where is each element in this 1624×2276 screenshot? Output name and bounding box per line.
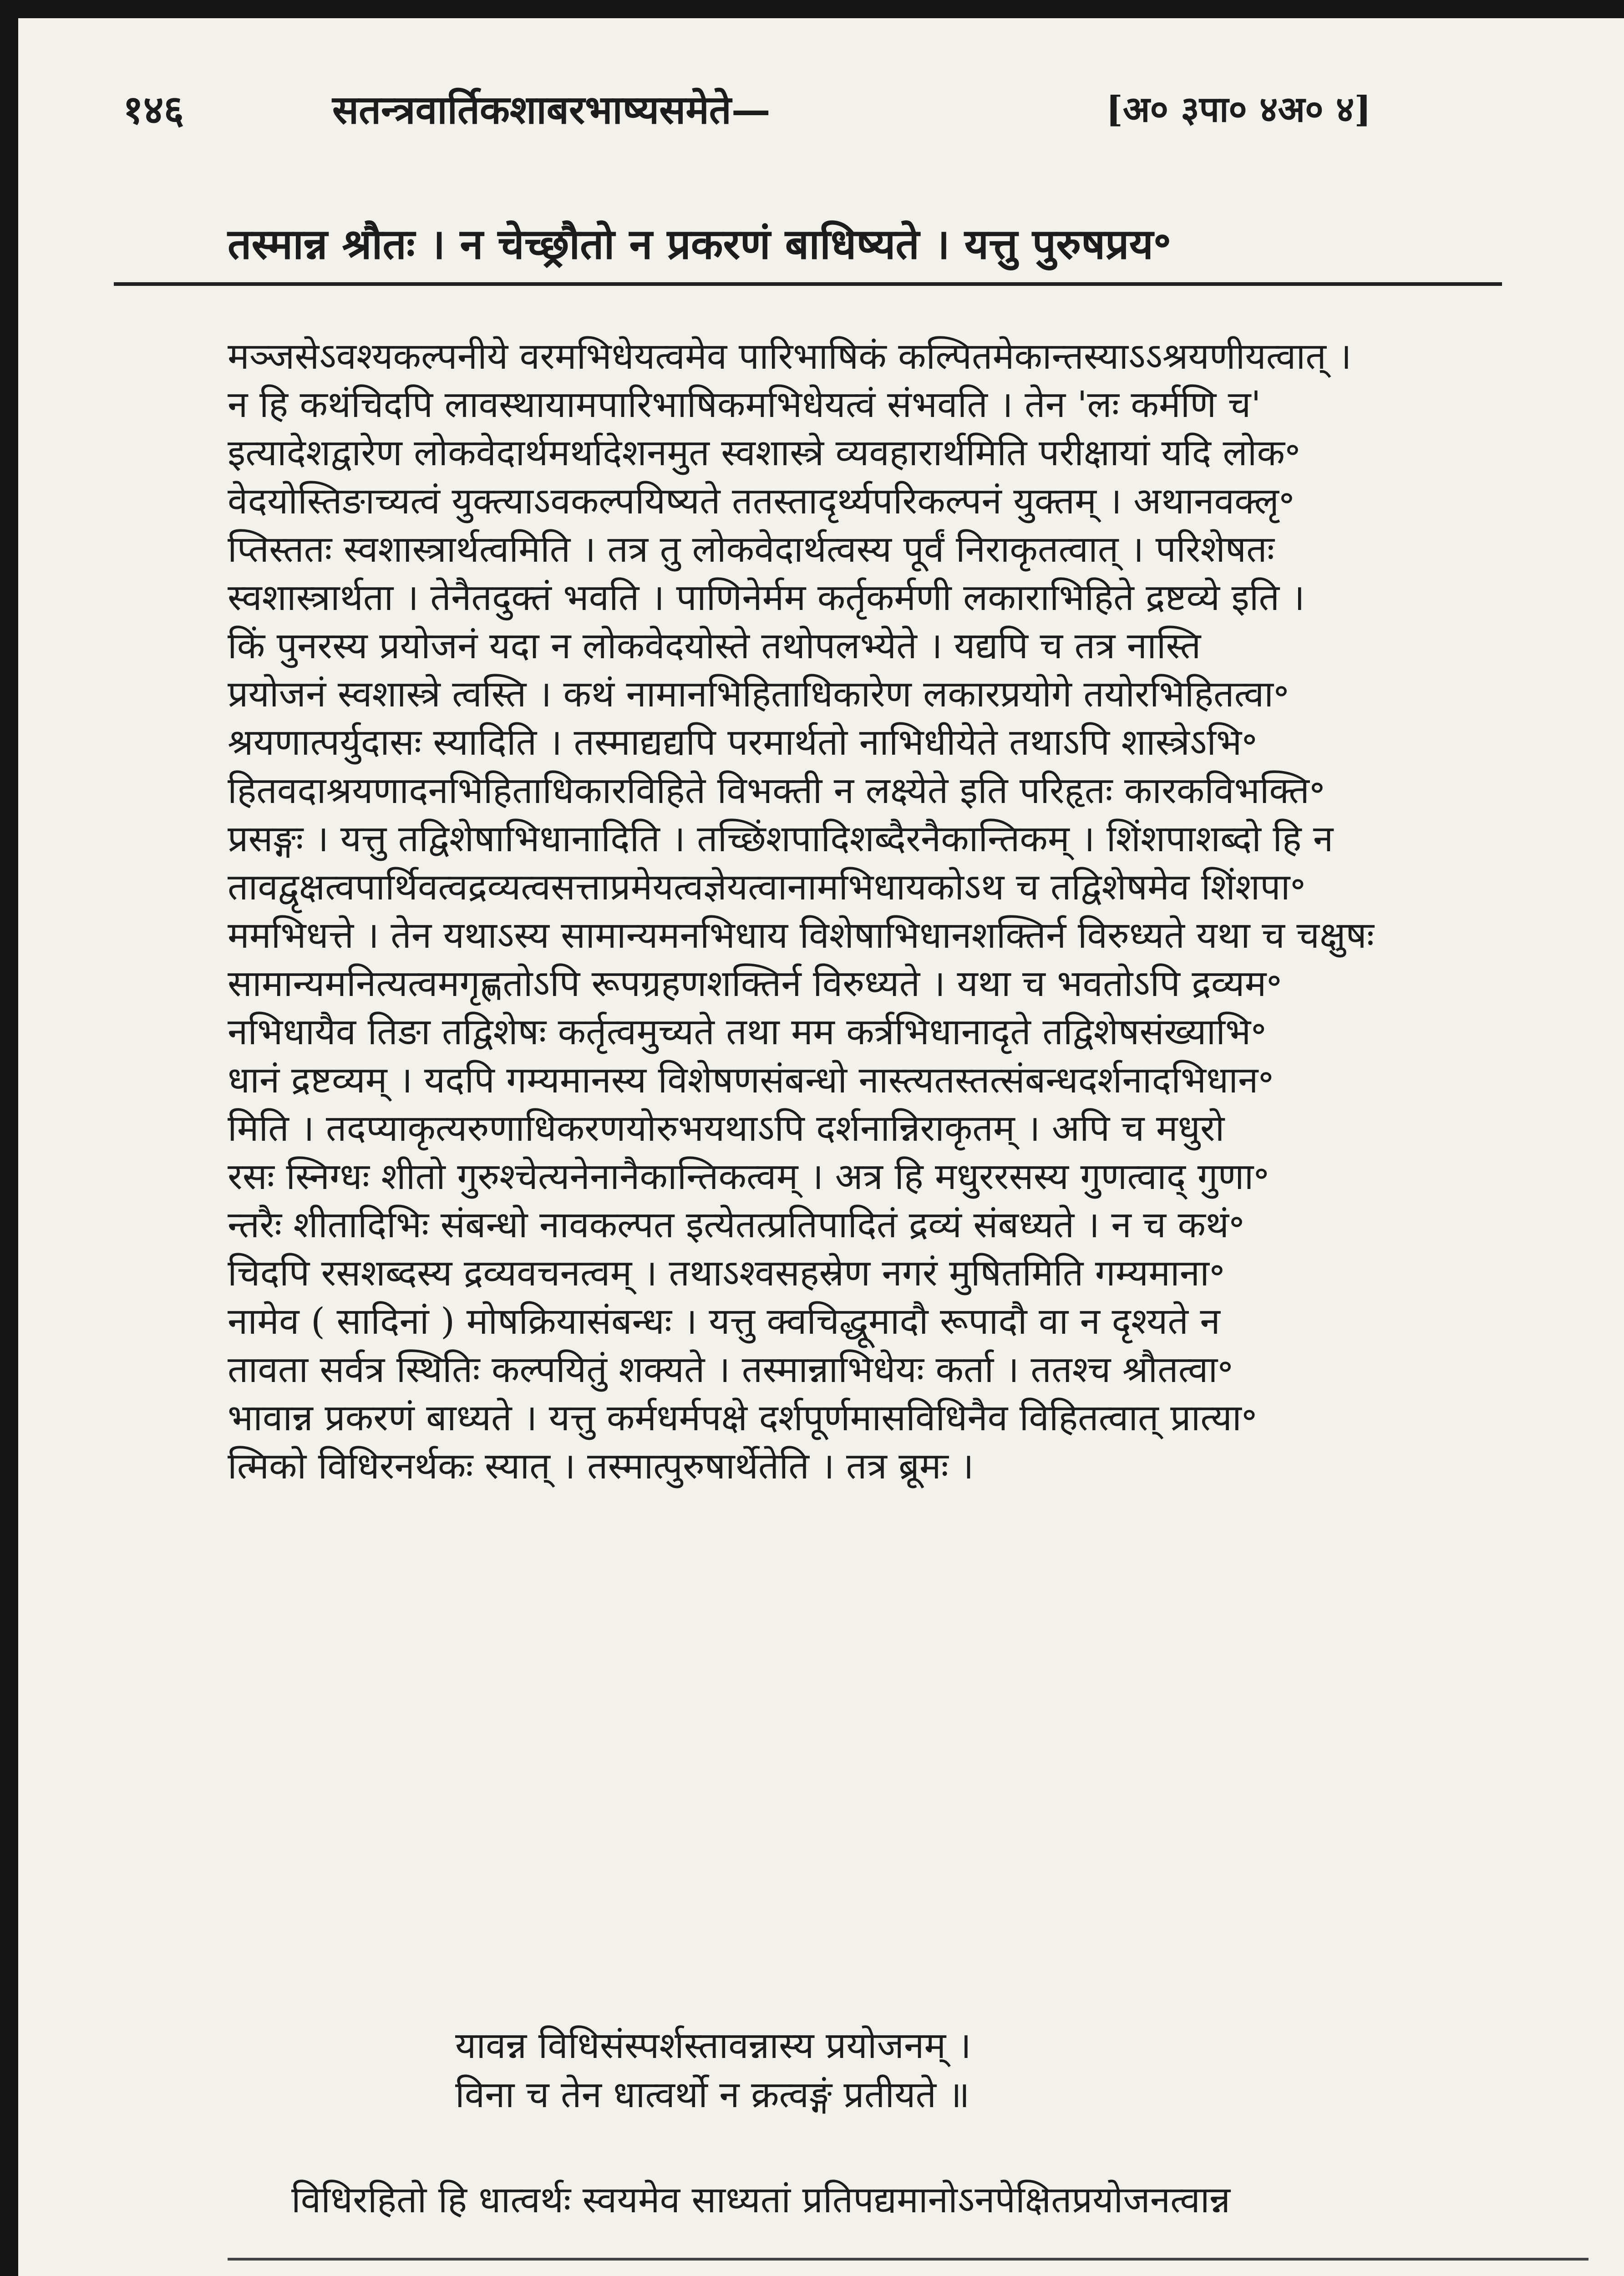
body-line: न हि कथंचिदपि लावस्थायामपारिभाषिकमभिधेयत्वं संभवति । तेन 'लः कर्मणि च' — [228, 383, 1261, 426]
running-title: सतन्त्रवार्तिकशाबरभाष्यसमेते— — [332, 87, 771, 133]
body-line: मञ्जसेऽवश्यकल्पनीये वरमभिधेयत्वमेव पारिभाषिकं कल्पितमेकान्तस्याऽऽश्रयणीयत्वात् । — [228, 335, 1352, 377]
header-rule — [114, 282, 1502, 286]
body-line: हितवदाश्रयणादनभिहिताधिकारविहिते विभक्ती न लक्ष्येते इति परिहृतः कारकविभक्ति॰ — [228, 769, 1325, 812]
body-line: नभिधायैव तिङा तद्विशेषः कर्तृत्वमुच्यते तथा मम कर्त्रभिधानादृते तद्विशेषसंख्याभि॰ — [228, 1011, 1267, 1053]
verse-line: यावन्न विधिसंस्पर्शस्तावन्नास्य प्रयोजनम् । — [455, 2024, 971, 2067]
body-line: चिदपि रसशब्दस्य द्रव्यवचनत्वम् । तथाऽश्वसहस्रेण नगरं मुषितमिति गम्यमाना॰ — [228, 1252, 1225, 1294]
body-line: न्तरैः शीतादिभिः संबन्धो नावकल्पत इत्येतत्प्रतिपादितं द्रव्यं संबध्यते । न च कथं॰ — [228, 1204, 1245, 1246]
body-line: इत्यादेशद्वारेण लोकवेदार्थमर्थादेशनमुत स्वशास्त्रे व्यवहारार्थमिति परीक्षायां यदि लोक॰ — [228, 432, 1300, 474]
body-line: ममभिधत्ते । तेन यथाऽस्य सामान्यमनभिधाय विशेषाभिधानशक्तिर्न विरुध्यते यथा च चक्षुषः — [228, 914, 1374, 956]
body-line: वेदयोस्तिङाच्यत्वं युक्त्याऽवकल्पयिष्यते ततस्तादृर्थ्यपरिकल्पनं युक्तम् । अथानवक्लृ॰ — [228, 480, 1294, 522]
body-line: मिति । तदप्याकृत्यरुणाधिकरणयोरुभयथाऽपि दर्शनान्निराकृतम् । अपि च मधुरो — [228, 1107, 1225, 1149]
body-line: भावान्न प्रकरणं बाध्यते । यत्तु कर्मधर्मपक्षे दर्शपूर्णमासविधिनैव विहितत्वात् प्रात्या॰ — [228, 1397, 1257, 1439]
body-line: सामान्यमनित्यत्वमगृह्णतोऽपि रूपग्रहणशक्तिर्न विरुध्यते । यथा च भवतोऽपि द्रव्यम॰ — [228, 962, 1282, 1005]
bold-opening-line: तस्मान्न श्रौतः । न चेच्छ्रौतो न प्रकरणं बाधिष्यते । यत्तु पुरुषप्रय॰ — [228, 219, 1172, 269]
body-line: नामेव ( सादिनां ) मोषक्रियासंबन्धः । यत्तु क्वचिद्धूमादौ रूपादौ वा न दृश्यते न — [228, 1300, 1220, 1342]
page-header — [123, 77, 1425, 141]
closing-line: विधिरहितो हि धात्वर्थः स्वयमेव साध्यतां प्रतिपद्यमानोऽनपेक्षितप्रयोजनत्वान्न — [291, 2179, 1231, 2221]
section-reference: [अ० ३पा० ४अ० ४] — [1106, 89, 1371, 130]
body-line: प्रसङ्गः । यत्तु तद्विशेषाभिधानादिति । तच्छिंशपादिशब्दैरनैकान्तिकम् । शिंशपाशब्दो हि न — [228, 818, 1334, 860]
body-line: किं पुनरस्य प्रयोजनं यदा न लोकवेदयोस्ते तथोपलभ्येते । यद्यपि च तत्र नास्ति — [228, 625, 1201, 667]
body-line: तावद्वृक्षत्वपार्थिवत्वद्रव्यत्वसत्ताप्रमेयत्वज्ञेयत्वानामभिधायकोऽथ च तद्विशेषमेव शिंशपा॰ — [228, 866, 1306, 908]
body-line: स्वशास्त्रार्थता । तेनैतदुक्तं भवति । पाणिनेर्मम कर्तृकर्मणी लकाराभिहिते द्रष्टव्ये इति । — [228, 576, 1305, 619]
page-number: १४६ — [123, 87, 184, 133]
body-line: प्तिस्ततः स्वशास्त्रार्थत्वमिति । तत्र तु लोकवेदार्थत्वस्य पूर्वं निराकृतत्वात् । परिशेषतः — [228, 528, 1274, 570]
body-line: त्मिको विधिरनर्थकः स्यात् । तस्मात्पुरुषार्थेतेति । तत्र ब्रूमः । — [228, 1445, 974, 1487]
scan-top-border — [0, 0, 1624, 18]
footnote-rule — [228, 2258, 1588, 2261]
body-line: धानं द्रष्टव्यम् । यदपि गम्यमानस्य विशेषणसंबन्धो नास्त्यतस्तत्संबन्धदर्शनादभिधान॰ — [228, 1059, 1274, 1101]
verse-block — [455, 2021, 1457, 2119]
body-line: तावता सर्वत्र स्थितिः कल्पयितुं शक्यते । तस्मान्नाभिधेयः कर्ता । ततश्च श्रौतत्वा॰ — [228, 1348, 1233, 1391]
body-line: श्रयणात्पर्युदासः स्यादिति । तस्माद्यद्यपि परमार्थतो नाभिधीयेते तथाऽपि शास्त्रेऽभि॰ — [228, 721, 1258, 763]
scan-left-border — [0, 0, 18, 2276]
body-line: रसः स्निग्धः शीतो गुरुश्चेत्यनेनानैकान्तिकत्वम् । अत्र हि मधुररसस्य गुणत्वाद् गुणा॰ — [228, 1155, 1269, 1198]
verse-line: विना च तेन धात्वर्थो न क्रत्वङ्गं प्रतीयते ॥ — [455, 2073, 970, 2116]
body-line: प्रयोजनं स्वशास्त्रे त्वस्ति । कथं नामानभिहिताधिकारेण लकारप्रयोगे तयोरभिहितत्वा॰ — [228, 673, 1289, 715]
body-text — [228, 332, 1570, 1490]
